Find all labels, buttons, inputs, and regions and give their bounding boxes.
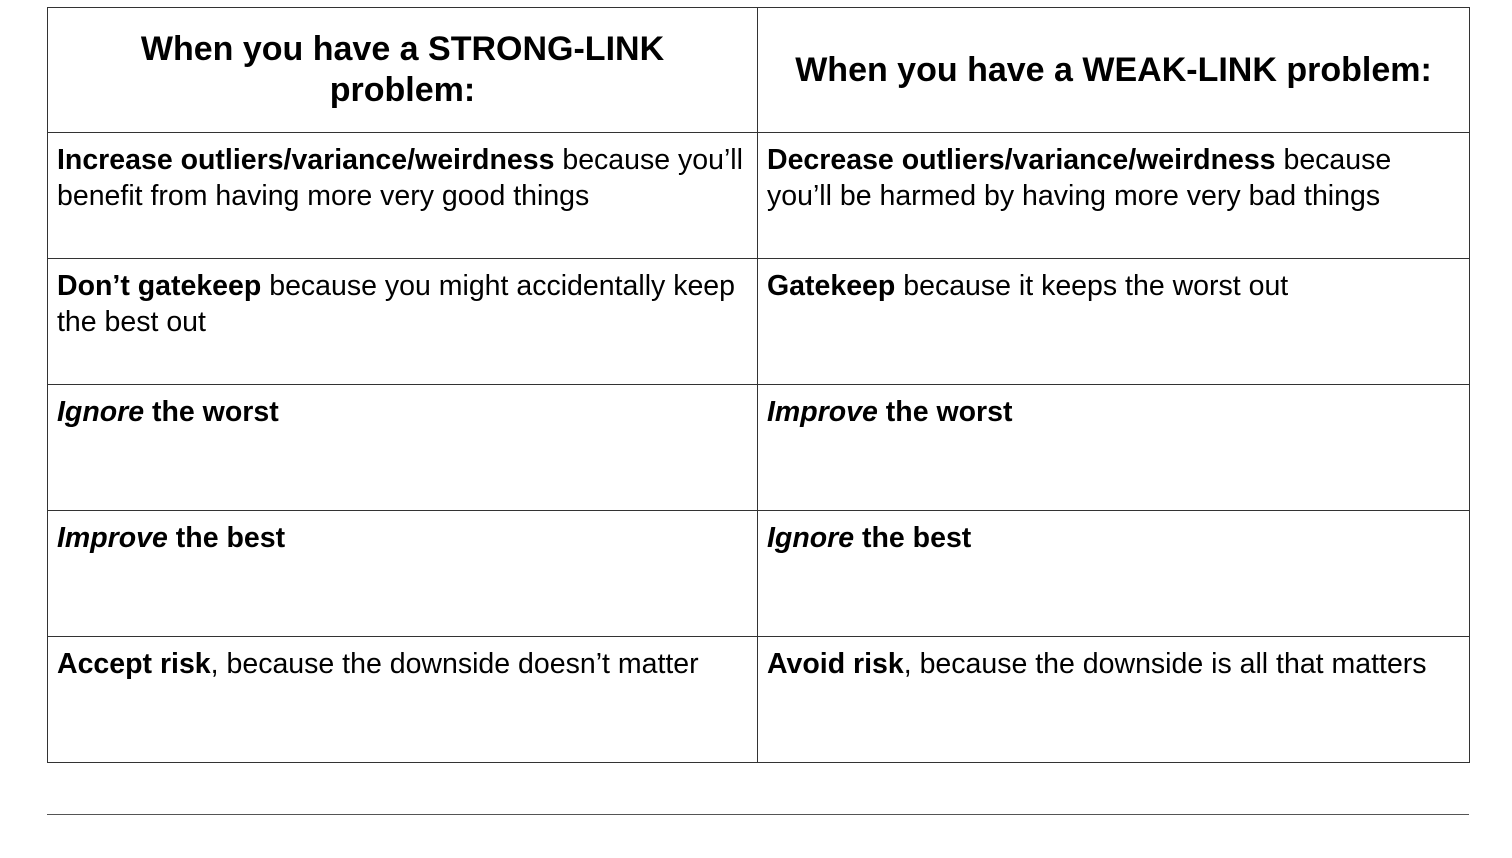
header-weak-link: When you have a WEAK-LINK problem: xyxy=(758,8,1470,133)
cell-lead: Ignore xyxy=(767,522,855,554)
weak-link-cell xyxy=(758,259,1470,385)
strong-link-cell xyxy=(48,385,758,511)
weak-link-cell xyxy=(758,385,1470,511)
table-row xyxy=(48,133,1470,259)
weak-link-cell xyxy=(758,133,1470,259)
cell-lead: Don’t gatekeep xyxy=(57,270,262,302)
cell-lead: Gatekeep xyxy=(767,270,896,302)
cell-rest: the best xyxy=(854,522,972,554)
comparison-table xyxy=(47,7,1470,763)
header-strong-link: When you have a STRONG-LINK problem: xyxy=(48,8,758,133)
cell-lead: Accept risk xyxy=(57,648,211,680)
cell-rest: the worst xyxy=(144,396,279,428)
strong-link-cell xyxy=(48,259,758,385)
cell-rest: because you might accidentally keep the best out xyxy=(57,270,735,338)
cell-rest: because it keeps the worst out xyxy=(895,270,1289,302)
strong-link-cell xyxy=(48,511,758,637)
cell-rest: because you’ll be harmed by having more very bad things xyxy=(767,144,1392,212)
strong-link-cell xyxy=(48,637,758,763)
strong-link-cell xyxy=(48,133,758,259)
weak-link-cell xyxy=(758,511,1470,637)
table-row xyxy=(48,511,1470,637)
cell-lead: Improve xyxy=(767,396,878,428)
table-row xyxy=(48,385,1470,511)
weak-link-cell xyxy=(758,637,1470,763)
cell-lead: Decrease outliers/variance/weirdness xyxy=(767,144,1276,176)
cell-rest: the best xyxy=(167,522,286,554)
cell-rest: , because the downside doesn’t matter xyxy=(210,648,699,680)
table-row xyxy=(48,637,1470,763)
cell-lead: Increase outliers/variance/weirdness xyxy=(57,144,555,176)
cell-lead: Avoid risk xyxy=(767,648,904,680)
cell-rest: because you’ll benefit from having more very good things xyxy=(57,144,743,212)
horizontal-divider xyxy=(47,814,1469,815)
cell-rest: the worst xyxy=(877,396,1013,428)
cell-lead: Ignore xyxy=(57,396,145,428)
cell-rest: , because the downside is all that matters xyxy=(903,648,1427,680)
header-row xyxy=(48,8,1470,133)
table-row xyxy=(48,259,1470,385)
cell-lead: Improve xyxy=(57,522,168,554)
